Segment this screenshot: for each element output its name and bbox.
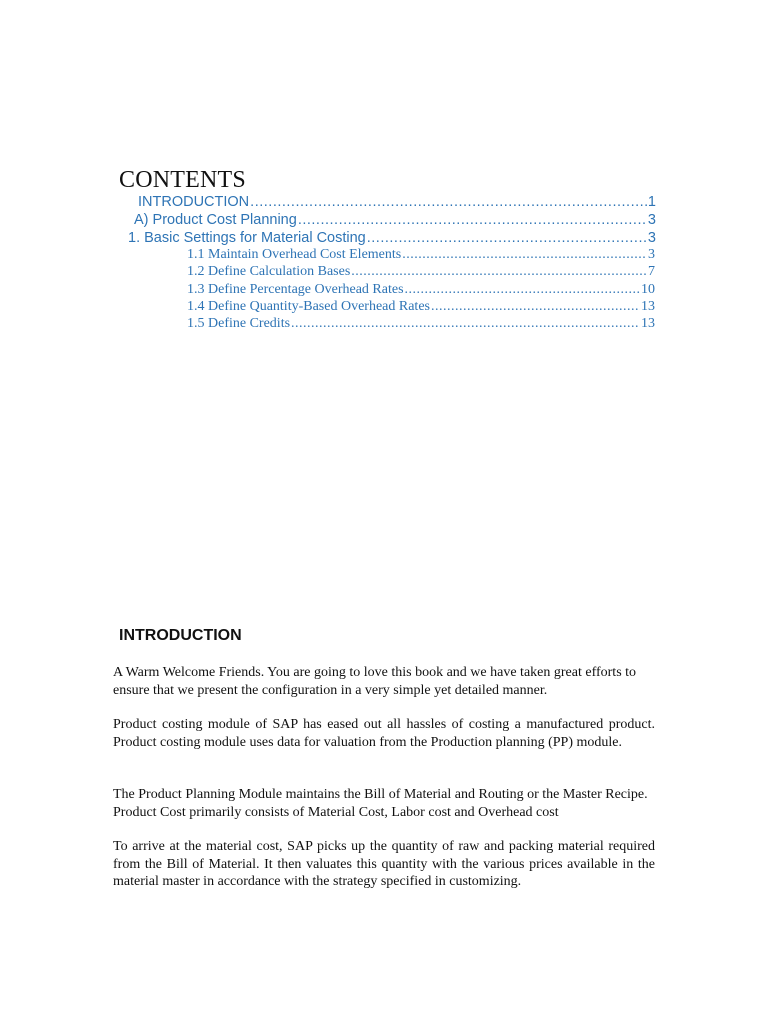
toc-entry-page: 3 bbox=[647, 230, 656, 246]
toc-entry-page: 13 bbox=[641, 316, 655, 331]
toc-dot-leader bbox=[402, 246, 647, 263]
toc-entry-label: 1.2 Define Calculation Bases bbox=[187, 264, 351, 279]
toc-entry-page: 13 bbox=[641, 299, 655, 314]
toc-entry-calculation-bases[interactable] bbox=[187, 263, 655, 280]
toc-entry-product-cost-planning[interactable] bbox=[134, 211, 656, 229]
toc-dot-leader bbox=[250, 193, 647, 211]
toc-dot-leader bbox=[431, 298, 640, 315]
toc-dot-leader bbox=[291, 315, 640, 332]
toc-dot-leader bbox=[405, 281, 640, 298]
intro-paragraph-product-planning: The Product Planning Module maintains the Bill of Material and Routing or the Master Recipe. Product Cost primarily consists of Material Cost, Labor cost and Overhead cost bbox=[113, 787, 648, 820]
intro-paragraph-material-cost: To arrive at the material cost, SAP picks up the quantity of raw and packing material required from the Bill of Material. It then valuates this quantity with the various prices available in the material master in accordance with the strategy specified in customizing. bbox=[113, 839, 655, 889]
toc-dot-leader bbox=[351, 263, 647, 280]
toc-entry-percentage-overhead-rates[interactable] bbox=[187, 281, 655, 298]
toc-entry-introduction[interactable] bbox=[138, 193, 656, 211]
toc-entry-overhead-cost-elements[interactable] bbox=[187, 246, 655, 263]
toc-entry-page: 3 bbox=[647, 212, 656, 228]
toc-entry-label: 1.5 Define Credits bbox=[187, 316, 291, 331]
contents-title: CONTENTS bbox=[119, 167, 246, 193]
intro-paragraph-product-costing: Product costing module of SAP has eased out all hassles of costing a manufactured product. Product costing module uses data for valuation from the Production planning (PP) module. bbox=[113, 717, 655, 750]
toc-entry-page: 3 bbox=[648, 247, 655, 262]
toc-entry-label: 1.3 Define Percentage Overhead Rates bbox=[187, 282, 404, 297]
toc-entry-label: A) Product Cost Planning bbox=[134, 212, 297, 228]
toc-entry-label: 1. Basic Settings for Material Costing bbox=[128, 230, 366, 246]
toc-entry-define-credits[interactable] bbox=[187, 315, 655, 332]
intro-paragraph-welcome: A Warm Welcome Friends. You are going to love this book and we have taken great efforts to ensure that we present the configuration in a very simple yet detailed manner. bbox=[113, 665, 637, 698]
toc-entry-page: 10 bbox=[641, 282, 655, 297]
toc-entry-label: INTRODUCTION bbox=[138, 194, 250, 210]
toc-entry-page: 1 bbox=[647, 194, 656, 210]
introduction-heading: INTRODUCTION bbox=[119, 627, 242, 644]
toc-entry-quantity-based-overhead-rates[interactable] bbox=[187, 298, 655, 315]
toc-entry-label: 1.1 Maintain Overhead Cost Elements bbox=[187, 247, 402, 262]
toc-dot-leader bbox=[298, 211, 647, 229]
toc-dot-leader bbox=[367, 229, 647, 247]
toc-entry-basic-settings[interactable] bbox=[128, 229, 656, 247]
toc-entry-page: 7 bbox=[648, 264, 655, 279]
toc-entry-label: 1.4 Define Quantity-Based Overhead Rates bbox=[187, 299, 430, 314]
